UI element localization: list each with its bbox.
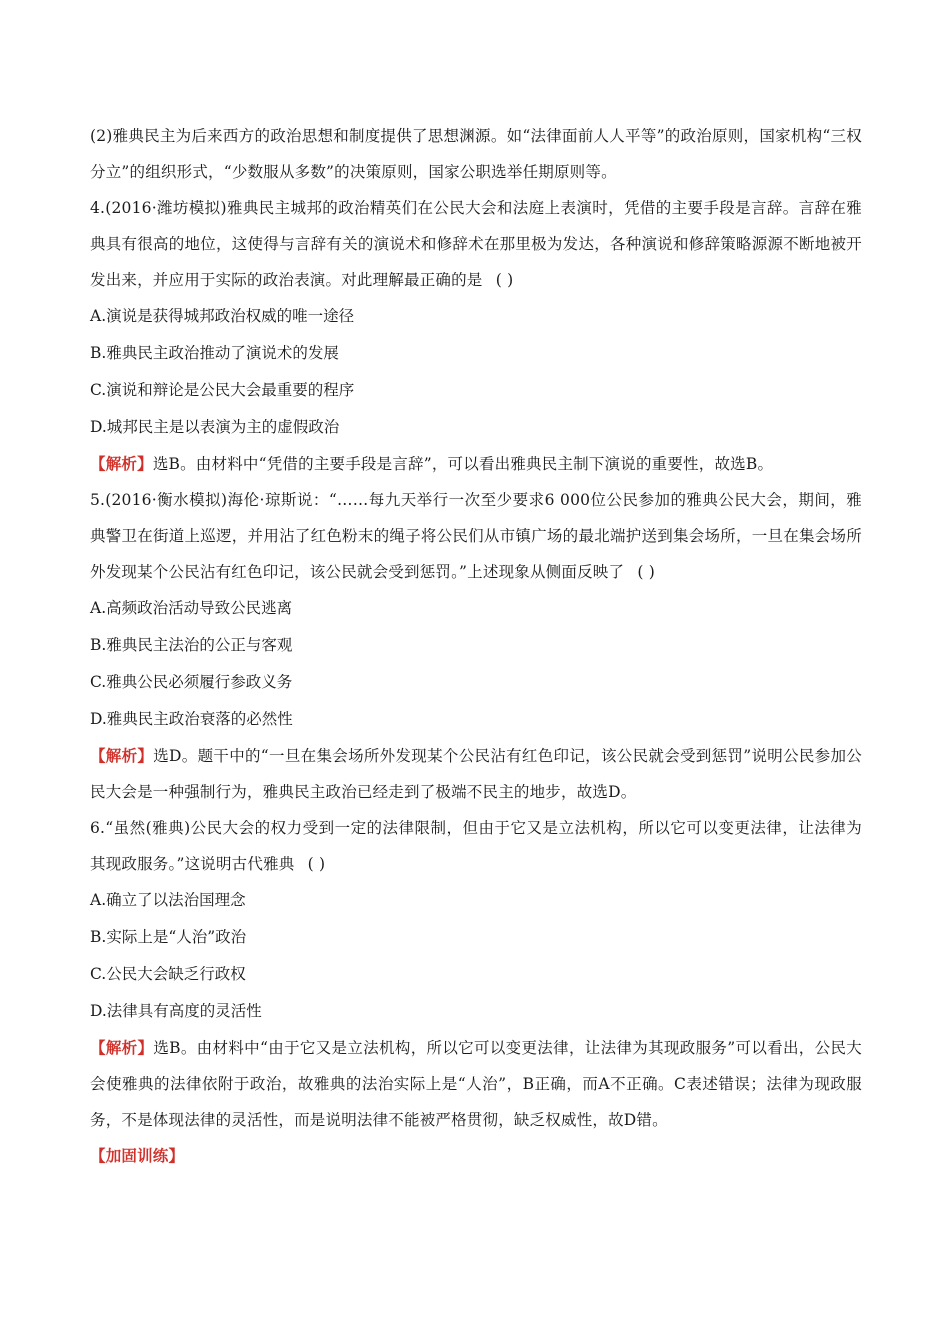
question-number: 4.	[90, 199, 106, 217]
analysis-text: 选B。由材料中“由于它又是立法机构，所以它可以变更法律，让法律为其现政服务”可以看出，公民大会使雅典的法律依附于政治，故雅典的法治实际上是“人治”，B正确，而A不正确。C表述错误；法律为现政服务，不是体现法律的灵活性，而是说明法律不能被严格贯彻，缺乏权威性，故D错。	[90, 1039, 862, 1129]
option-b: B.雅典民主政治推动了演说术的发展	[90, 344, 339, 362]
document-page	[90, 118, 862, 1174]
question-text: “虽然(雅典)公民大会的权力受到一定的法律限制，但由于它又是立法机构，所以它可以变更法律，让法律为其现政服务。”这说明古代雅典	[90, 819, 862, 873]
analysis-label: 【解析】	[90, 454, 153, 473]
analysis-text: 选D。题干中的“一旦在集会场所外发现某个公民沾有红色印记，该公民就会受到惩罚”说明公民参加公民大会是一种强制行为，雅典民主政治已经走到了极端不民主的地步，故选D。	[90, 747, 862, 801]
answer-blank: ( )	[495, 271, 514, 289]
option-d: D.雅典民主政治衰落的必然性	[90, 710, 293, 728]
option-d: D.法律具有高度的灵活性	[90, 1002, 262, 1020]
question-stem	[90, 190, 862, 298]
option-c: C.公民大会缺乏行政权	[90, 965, 246, 983]
option-a: A.确立了以法治国理念	[90, 891, 246, 909]
reinforce-heading: 【加固训练】	[90, 1146, 185, 1165]
option-b: B.实际上是“人治”政治	[90, 928, 247, 946]
question-stem	[90, 482, 862, 590]
option-d: D.城邦民主是以表演为主的虚假政治	[90, 418, 340, 436]
question-number: 6.	[90, 819, 106, 837]
analysis-label: 【解析】	[90, 746, 154, 765]
option-b: B.雅典民主法治的公正与客观	[90, 636, 293, 654]
analysis-label: 【解析】	[90, 1038, 154, 1057]
analysis-paragraph	[90, 738, 862, 810]
question-text: (2016·潍坊模拟)雅典民主城邦的政治精英们在公民大会和法庭上表演时，凭借的主要手段是言辞。言辞在雅典具有很高的地位，这使得与言辞有关的演说术和修辞术在那里极为发达，各种演说和修辞策略源源不断地被开发出来，并应用于实际的政治表演。对此理解最正确的是	[90, 199, 862, 289]
answer-blank: ( )	[307, 855, 326, 873]
question-5	[90, 482, 862, 810]
intro-paragraph: (2)雅典民主为后来西方的政治思想和制度提供了思想渊源。如“法律面前人人平等”的政治原则，国家机构“三权分立”的组织形式，“少数服从多数”的决策原则，国家公职选举任期原则等。	[90, 127, 862, 181]
option-a: A.演说是获得城邦政治权威的唯一途径	[90, 307, 355, 325]
analysis-text: 选B。由材料中“凭借的主要手段是言辞”，可以看出雅典民主制下演说的重要性，故选B。	[152, 455, 774, 473]
analysis-paragraph	[90, 1030, 862, 1138]
option-a: A.高频政治活动导致公民逃离	[90, 599, 293, 617]
question-stem	[90, 810, 862, 882]
question-text: (2016·衡水模拟)海伦·琼斯说：“……每九天举行一次至少要求6 000位公民参加的雅典公民大会，期间，雅典警卫在街道上巡逻，并用沾了红色粉末的绳子将公民们从市镇广场的最北端护送到集会场所，一旦在集会场所外发现某个公民沾有红色印记，该公民就会受到惩罚。”上述现象从侧面反映了	[90, 491, 862, 581]
question-4	[90, 190, 862, 482]
analysis-paragraph	[90, 446, 862, 482]
option-c: C.演说和辩论是公民大会最重要的程序	[90, 381, 355, 399]
question-6	[90, 810, 862, 1138]
option-c: C.雅典公民必须履行参政义务	[90, 673, 293, 691]
question-number: 5.	[90, 491, 106, 509]
answer-blank: ( )	[637, 563, 655, 581]
